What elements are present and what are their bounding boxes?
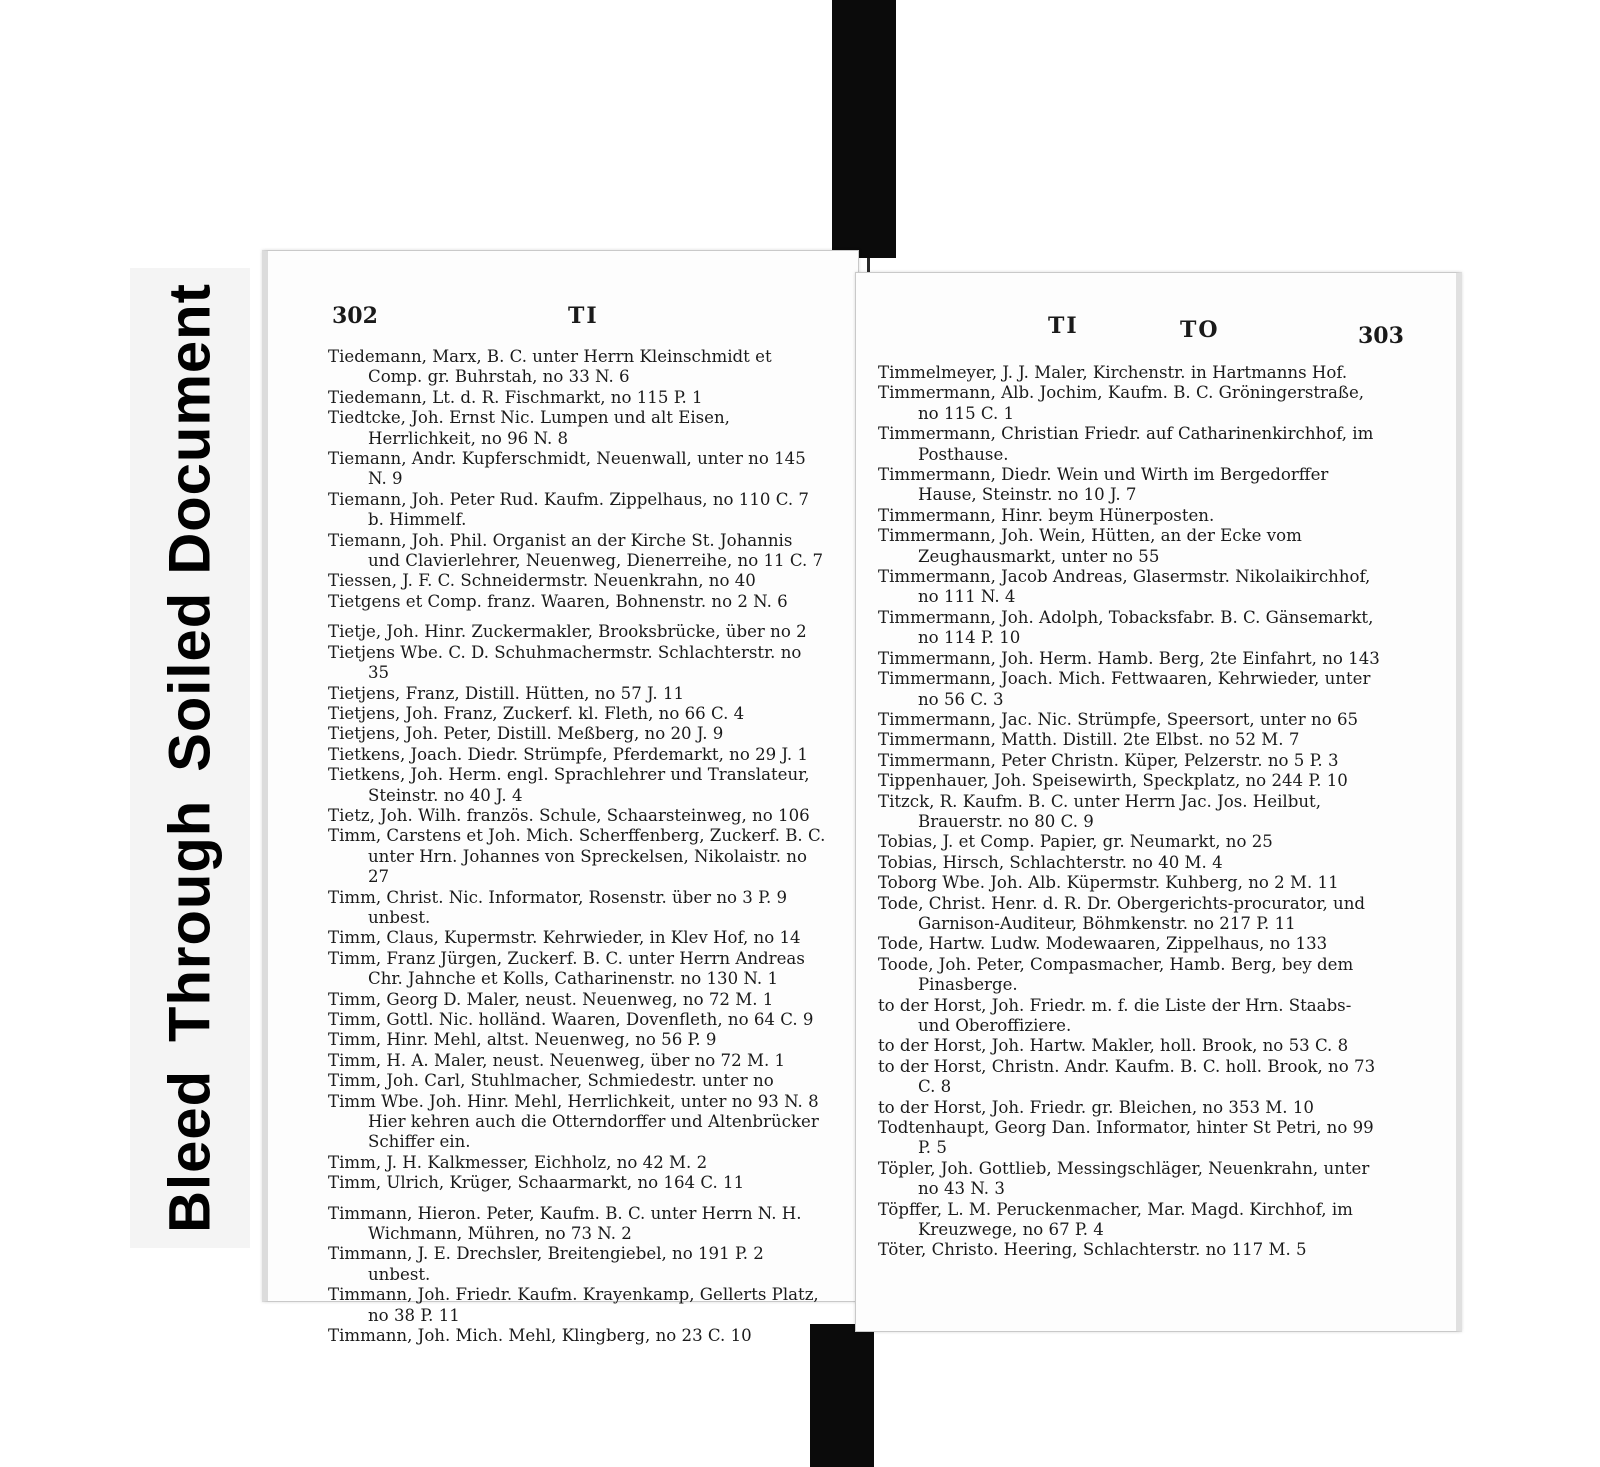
right-page	[855, 272, 1462, 1332]
directory-entry: Tietje, Joh. Hinr. Zuckermakler, Brooksbrücke, über no 2	[328, 622, 807, 642]
directory-entry: Timmermann, Alb. Jochim, Kaufm. B. C. Gröningerstraße, no 115 C. 1	[878, 383, 1365, 423]
directory-entry: Timmermann, Hinr. beym Hünerposten.	[878, 505, 1215, 525]
directory-entry: Tietkens, Joach. Diedr. Strümpfe, Pferdemarkt, no 29 J. 1	[328, 744, 808, 764]
directory-entry: to der Horst, Joh. Hartw. Makler, holl. Brook, no 53 C. 8	[878, 1036, 1349, 1056]
directory-entry: Tiedemann, Marx, B. C. unter Herrn Kleinschmidt et Comp. gr. Buhrstah, no 33 N. 6	[328, 347, 772, 387]
directory-entry: Timmann, Joh. Mich. Mehl, Klingberg, no 23 C. 10	[328, 1326, 752, 1346]
directory-entry: Timm, Hinr. Mehl, altst. Neuenweg, no 56 P. 9	[328, 1030, 717, 1050]
directory-entry: Todtenhaupt, Georg Dan. Informator, hinter St Petri, no 99 P. 5	[878, 1118, 1374, 1158]
directory-entry: Timmermann, Diedr. Wein und Wirth im Bergedorffer Hause, Steinstr. no 10 J. 7	[878, 465, 1329, 505]
directory-entry: Tobias, J. et Comp. Papier, gr. Neumarkt, no 25	[878, 832, 1273, 852]
right-page-header-left: TI	[1048, 313, 1079, 339]
directory-entry: Timmermann, Matth. Distill. 2te Elbst. no 52 M. 7	[878, 730, 1300, 750]
directory-entry: to der Horst, Joh. Friedr. gr. Bleichen, no 353 M. 10	[878, 1097, 1314, 1117]
left-entry-list	[328, 347, 826, 1347]
directory-entry: Tietgens et Comp. franz. Waaren, Bohnenstr. no 2 N. 6	[328, 591, 788, 611]
directory-entry: Tiemann, Joh. Phil. Organist an der Kirche St. Johannis und Clavierlehrer, Neuenweg, Dienerreihe, no 11 C. 7	[328, 530, 824, 571]
directory-entry: Tiedtcke, Joh. Ernst Nic. Lumpen und alt Eisen, Herrlichkeit, no 96 N. 8	[328, 408, 730, 448]
directory-entry: Timmann, Hieron. Peter, Kaufm. B. C. unter Herrn N. H. Wichmann, Mühren, no 73 N. 2	[328, 1203, 802, 1244]
directory-entry: Timm, Christ. Nic. Informator, Rosenstr. über no 3 P. 9 unbest.	[328, 887, 788, 927]
directory-entry: Timm, Joh. Carl, Stuhlmacher, Schmiedestr. unter no	[328, 1071, 774, 1091]
directory-entry: Toode, Joh. Peter, Compasmacher, Hamb. Berg, bey dem Pinasberge.	[878, 954, 1354, 995]
directory-entry: Timmermann, Peter Christn. Küper, Pelzerstr. no 5 P. 3	[878, 750, 1339, 770]
directory-entry: Timmermann, Joach. Mich. Fettwaaren, Kehrwieder, unter no 56 C. 3	[878, 669, 1371, 709]
directory-entry: Töter, Christo. Heering, Schlachterstr. no 117 M. 5	[878, 1240, 1307, 1260]
binding-strip-top	[832, 0, 896, 258]
directory-entry: Timm, Ulrich, Krüger, Schaarmarkt, no 164 C. 11	[328, 1173, 745, 1193]
directory-entry: Timm, Carstens et Joh. Mich. Scherffenberg, Zuckerf. B. C. unter Hrn. Johannes von Spreckelsen, Nikolaistr. no 27	[328, 826, 826, 887]
side-label-word-2: Through	[157, 799, 223, 1042]
directory-entry: Töpffer, L. M. Peruckenmacher, Mar. Magd. Kirchhof, im Kreuzwege, no 67 P. 4	[878, 1199, 1353, 1240]
directory-entry: Tode, Hartw. Ludw. Modewaaren, Zippelhaus, no 133	[878, 934, 1328, 954]
directory-entry: Timm, Franz Jürgen, Zuckerf. B. C. unter Herrn Andreas Chr. Jahnche et Kolls, Catharinenstr. no 130 N. 1	[328, 948, 805, 989]
directory-entry: to der Horst, Christn. Andr. Kaufm. B. C. holl. Brook, no 73 C. 8	[878, 1056, 1376, 1097]
directory-entry: Tietjens, Joh. Franz, Zuckerf. kl. Fleth, no 66 C. 4	[328, 703, 745, 723]
directory-entry: Timmermann, Joh. Wein, Hütten, an der Ecke vom Zeughausmarkt, unter no 55	[878, 526, 1302, 566]
directory-entry: Tiessen, J. F. C. Schneidermstr. Neuenkrahn, no 40	[328, 571, 756, 591]
directory-entry: Timm, Claus, Kupermstr. Kehrwieder, in Klev Hof, no 14	[328, 928, 801, 948]
directory-entry: Tippenhauer, Joh. Speisewirth, Speckplatz, no 244 P. 10	[878, 771, 1348, 791]
side-label-text	[157, 269, 224, 1247]
side-label-word-3: Soiled Document	[157, 283, 223, 772]
directory-entry: Timm Wbe. Joh. Hinr. Mehl, Herrlichkeit, unter no 93 N. 8 Hier kehren auch die Otterndorffer und Altenbrücker Schiffer ein.	[328, 1091, 819, 1152]
directory-entry: Toborg Wbe. Joh. Alb. Küpermstr. Kuhberg, no 2 M. 11	[878, 873, 1339, 893]
directory-entry: Timmermann, Jacob Andreas, Glasermstr. Nikolaikirchhof, no 111 N. 4	[878, 567, 1371, 607]
directory-entry: Tiemann, Joh. Peter Rud. Kaufm. Zippelhaus, no 110 C. 7 b. Himmelf.	[328, 489, 809, 530]
directory-entry: Titzck, R. Kaufm. B. C. unter Herrn Jac. Jos. Heilbut, Brauerstr. no 80 C. 9	[878, 791, 1321, 831]
directory-entry: Timm, H. A. Maler, neust. Neuenweg, über no 72 M. 1	[328, 1050, 786, 1070]
directory-entry: Tietz, Joh. Wilh. französ. Schule, Schaarsteinweg, no 106	[328, 805, 810, 825]
directory-entry: Timmann, Joh. Friedr. Kaufm. Krayenkamp, Gellerts Platz, no 38 P. 11	[328, 1285, 819, 1325]
directory-entry: to der Horst, Joh. Friedr. m. f. die Liste der Hrn. Staabs- und Oberoffiziere.	[878, 995, 1352, 1035]
directory-entry: Tiedemann, Lt. d. R. Fischmarkt, no 115 P. 1	[328, 387, 703, 407]
directory-entry: Timmermann, Jac. Nic. Strümpfe, Speersort, unter no 65	[878, 709, 1359, 729]
directory-entry: Tiemann, Andr. Kupferschmidt, Neuenwall, unter no 145 N. 9	[328, 449, 806, 489]
left-page-number: 302	[332, 303, 378, 329]
directory-entry: Tietjens, Joh. Peter, Distill. Meßberg, no 20 J. 9	[328, 724, 724, 744]
directory-entry: Timmermann, Joh. Adolph, Tobacksfabr. B. C. Gänsemarkt, no 114 P. 10	[878, 607, 1374, 648]
directory-entry: Timmermann, Christian Friedr. auf Catharinenkirchhof, im Posthause.	[878, 424, 1374, 464]
left-page-header: TI	[568, 303, 599, 329]
directory-entry: Timm, Gottl. Nic. holländ. Waaren, Dovenfleth, no 64 C. 9	[328, 1010, 814, 1029]
side-label-card	[130, 268, 250, 1248]
right-page-header-right: TO	[1180, 317, 1220, 343]
directory-entry: Timm, J. H. Kalkmesser, Eichholz, no 42 M. 2	[328, 1152, 708, 1172]
directory-entry: Timmann, J. E. Drechsler, Breitengiebel, no 191 P. 2 unbest.	[328, 1244, 764, 1284]
left-page	[262, 250, 859, 1346]
right-entry-list	[878, 363, 1388, 1261]
directory-entry: Timm, Georg D. Maler, neust. Neuenweg, no 72 M. 1	[328, 989, 774, 1009]
side-label-word-1: Bleed	[157, 1069, 223, 1233]
directory-entry: Tobias, Hirsch, Schlachterstr. no 40 M. 4	[878, 852, 1223, 872]
directory-entry: Töpler, Joh. Gottlieb, Messingschläger, Neuenkrahn, unter no 43 N. 3	[878, 1158, 1370, 1199]
directory-entry: Tietjens, Franz, Distill. Hütten, no 57 J. 11	[328, 683, 685, 703]
directory-entry: Tode, Christ. Henr. d. R. Dr. Obergerichts-procurator, und Garnison-Auditeur, Böhmkenstr. no 217 P. 11	[878, 893, 1366, 933]
right-page-number: 303	[1358, 323, 1404, 349]
directory-entry: Tietjens Wbe. C. D. Schuhmachermstr. Schlachterstr. no 35	[328, 642, 802, 683]
directory-entry: Timmermann, Joh. Herm. Hamb. Berg, 2te Einfahrt, no 143	[878, 648, 1380, 668]
directory-entry: Timmelmeyer, J. J. Maler, Kirchenstr. in Hartmanns Hof.	[878, 363, 1348, 382]
directory-entry: Tietkens, Joh. Herm. engl. Sprachlehrer und Translateur, Steinstr. no 40 J. 4	[328, 765, 810, 805]
